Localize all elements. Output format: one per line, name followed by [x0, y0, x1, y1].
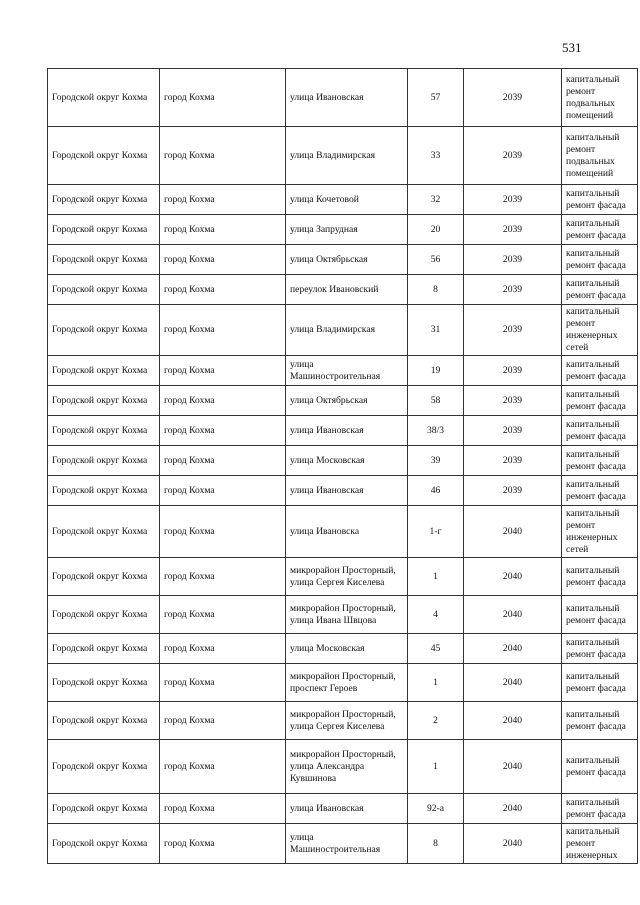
- repair-schedule-table: [47, 68, 638, 864]
- work-type-cell: капитальный ремонт фасада: [562, 185, 638, 215]
- city-cell: город Кохма: [160, 506, 286, 558]
- city-cell: город Кохма: [160, 596, 286, 634]
- city-cell: город Кохма: [160, 702, 286, 740]
- work-type-cell: капитальный ремонт фасада: [562, 664, 638, 702]
- table-row: [48, 127, 638, 185]
- year-cell: 2040: [464, 664, 562, 702]
- house-number-cell: 56: [408, 245, 464, 275]
- city-cell: город Кохма: [160, 634, 286, 664]
- district-cell: Городской округ Кохма: [48, 476, 160, 506]
- house-number-cell: 33: [408, 127, 464, 185]
- city-cell: город Кохма: [160, 446, 286, 476]
- district-cell: Городской округ Кохма: [48, 824, 160, 864]
- work-type-cell: капитальный ремонт фасада: [562, 740, 638, 794]
- table-row: [48, 558, 638, 596]
- year-cell: 2040: [464, 634, 562, 664]
- district-cell: Городской округ Кохма: [48, 305, 160, 356]
- district-cell: Городской округ Кохма: [48, 416, 160, 446]
- house-number-cell: 19: [408, 356, 464, 386]
- year-cell: 2039: [464, 127, 562, 185]
- district-cell: Городской округ Кохма: [48, 356, 160, 386]
- table-row: [48, 702, 638, 740]
- district-cell: Городской округ Кохма: [48, 740, 160, 794]
- district-cell: Городской округ Кохма: [48, 596, 160, 634]
- city-cell: город Кохма: [160, 416, 286, 446]
- year-cell: 2039: [464, 69, 562, 127]
- street-cell: улица Ивановска: [286, 506, 408, 558]
- city-cell: город Кохма: [160, 275, 286, 305]
- house-number-cell: 4: [408, 596, 464, 634]
- house-number-cell: 1-г: [408, 506, 464, 558]
- house-number-cell: 92-а: [408, 794, 464, 824]
- street-cell: улица Кочетовой: [286, 185, 408, 215]
- year-cell: 2040: [464, 702, 562, 740]
- work-type-cell: капитальный ремонт фасада: [562, 702, 638, 740]
- house-number-cell: 32: [408, 185, 464, 215]
- table-row: [48, 356, 638, 386]
- street-cell: улица Ивановская: [286, 794, 408, 824]
- city-cell: город Кохма: [160, 185, 286, 215]
- district-cell: Городской округ Кохма: [48, 664, 160, 702]
- street-cell: улица Октябрьская: [286, 245, 408, 275]
- table-row: [48, 185, 638, 215]
- district-cell: Городской округ Кохма: [48, 275, 160, 305]
- street-cell: улица Владимирская: [286, 127, 408, 185]
- year-cell: 2040: [464, 740, 562, 794]
- street-cell: улица Машиностроительная: [286, 356, 408, 386]
- house-number-cell: 1: [408, 664, 464, 702]
- street-cell: микрорайон Просторный, улица Александра Кувшинова: [286, 740, 408, 794]
- house-number-cell: 39: [408, 446, 464, 476]
- table-row: [48, 664, 638, 702]
- house-number-cell: 45: [408, 634, 464, 664]
- year-cell: 2039: [464, 356, 562, 386]
- city-cell: город Кохма: [160, 824, 286, 864]
- year-cell: 2039: [464, 386, 562, 416]
- street-cell: улица Машиностроительная: [286, 824, 408, 864]
- house-number-cell: 8: [408, 824, 464, 864]
- work-type-cell: капитальный ремонт подвальных помещений: [562, 127, 638, 185]
- district-cell: Городской округ Кохма: [48, 127, 160, 185]
- table-row: [48, 506, 638, 558]
- district-cell: Городской округ Кохма: [48, 446, 160, 476]
- city-cell: город Кохма: [160, 127, 286, 185]
- city-cell: город Кохма: [160, 794, 286, 824]
- work-type-cell: капитальный ремонт фасада: [562, 245, 638, 275]
- work-type-cell: капитальный ремонт фасада: [562, 446, 638, 476]
- table-row: [48, 275, 638, 305]
- table-row: [48, 740, 638, 794]
- table-row: [48, 634, 638, 664]
- year-cell: 2040: [464, 596, 562, 634]
- street-cell: улица Московская: [286, 446, 408, 476]
- street-cell: микрорайон Просторный, улица Сергея Киселева: [286, 702, 408, 740]
- table-row: [48, 305, 638, 356]
- city-cell: город Кохма: [160, 664, 286, 702]
- year-cell: 2040: [464, 506, 562, 558]
- table-row: [48, 69, 638, 127]
- page-number: 531: [562, 40, 582, 55]
- city-cell: город Кохма: [160, 245, 286, 275]
- year-cell: 2039: [464, 275, 562, 305]
- year-cell: 2039: [464, 446, 562, 476]
- house-number-cell: 58: [408, 386, 464, 416]
- district-cell: Городской округ Кохма: [48, 794, 160, 824]
- work-type-cell: капитальный ремонт фасада: [562, 634, 638, 664]
- work-type-cell: капитальный ремонт фасада: [562, 386, 638, 416]
- district-cell: Городской округ Кохма: [48, 506, 160, 558]
- district-cell: Городской округ Кохма: [48, 215, 160, 245]
- work-type-cell: капитальный ремонт инженерных сетей: [562, 506, 638, 558]
- table-row: [48, 215, 638, 245]
- street-cell: улица Ивановская: [286, 476, 408, 506]
- table-row: [48, 476, 638, 506]
- work-type-cell: капитальный ремонт фасада: [562, 596, 638, 634]
- year-cell: 2039: [464, 305, 562, 356]
- street-cell: улица Запрудная: [286, 215, 408, 245]
- street-cell: микрорайон Просторный, улица Ивана Швцова: [286, 596, 408, 634]
- street-cell: улица Владимирская: [286, 305, 408, 356]
- house-number-cell: 46: [408, 476, 464, 506]
- work-type-cell: капитальный ремонт фасада: [562, 558, 638, 596]
- work-type-cell: капитальный ремонт фасада: [562, 275, 638, 305]
- street-cell: улица Ивановская: [286, 416, 408, 446]
- city-cell: город Кохма: [160, 69, 286, 127]
- street-cell: улица Ивановская: [286, 69, 408, 127]
- year-cell: 2039: [464, 185, 562, 215]
- year-cell: 2039: [464, 416, 562, 446]
- year-cell: 2039: [464, 215, 562, 245]
- city-cell: город Кохма: [160, 305, 286, 356]
- district-cell: Городской округ Кохма: [48, 386, 160, 416]
- district-cell: Городской округ Кохма: [48, 634, 160, 664]
- house-number-cell: 20: [408, 215, 464, 245]
- year-cell: 2040: [464, 794, 562, 824]
- house-number-cell: 8: [408, 275, 464, 305]
- table-row: [48, 596, 638, 634]
- table-row: [48, 416, 638, 446]
- work-type-cell: капитальный ремонт подвальных помещений: [562, 69, 638, 127]
- year-cell: 2040: [464, 558, 562, 596]
- house-number-cell: 31: [408, 305, 464, 356]
- house-number-cell: 2: [408, 702, 464, 740]
- work-type-cell: капитальный ремонт фасада: [562, 356, 638, 386]
- table-row: [48, 794, 638, 824]
- house-number-cell: 57: [408, 69, 464, 127]
- house-number-cell: 1: [408, 558, 464, 596]
- work-type-cell: капитальный ремонт фасада: [562, 416, 638, 446]
- street-cell: улица Октябрьская: [286, 386, 408, 416]
- district-cell: Городской округ Кохма: [48, 69, 160, 127]
- city-cell: город Кохма: [160, 356, 286, 386]
- house-number-cell: 38/3: [408, 416, 464, 446]
- work-type-cell: капитальный ремонт фасада: [562, 794, 638, 824]
- city-cell: город Кохма: [160, 386, 286, 416]
- table-body: [48, 69, 638, 864]
- district-cell: Городской округ Кохма: [48, 702, 160, 740]
- work-type-cell: капитальный ремонт инженерных сетей: [562, 305, 638, 356]
- district-cell: Городской округ Кохма: [48, 558, 160, 596]
- table-row: [48, 386, 638, 416]
- street-cell: микрорайон Просторный, улица Сергея Киселева: [286, 558, 408, 596]
- table-row: [48, 824, 638, 864]
- street-cell: улица Московская: [286, 634, 408, 664]
- street-cell: микрорайон Просторный, проспект Героев: [286, 664, 408, 702]
- year-cell: 2040: [464, 824, 562, 864]
- city-cell: город Кохма: [160, 476, 286, 506]
- house-number-cell: 1: [408, 740, 464, 794]
- work-type-cell: капитальный ремонт инженерных: [562, 824, 638, 864]
- year-cell: 2039: [464, 245, 562, 275]
- work-type-cell: капитальный ремонт фасада: [562, 476, 638, 506]
- work-type-cell: капитальный ремонт фасада: [562, 215, 638, 245]
- city-cell: город Кохма: [160, 558, 286, 596]
- street-cell: переулок Ивановский: [286, 275, 408, 305]
- district-cell: Городской округ Кохма: [48, 245, 160, 275]
- table-row: [48, 245, 638, 275]
- city-cell: город Кохма: [160, 740, 286, 794]
- city-cell: город Кохма: [160, 215, 286, 245]
- district-cell: Городской округ Кохма: [48, 185, 160, 215]
- table-row: [48, 446, 638, 476]
- year-cell: 2039: [464, 476, 562, 506]
